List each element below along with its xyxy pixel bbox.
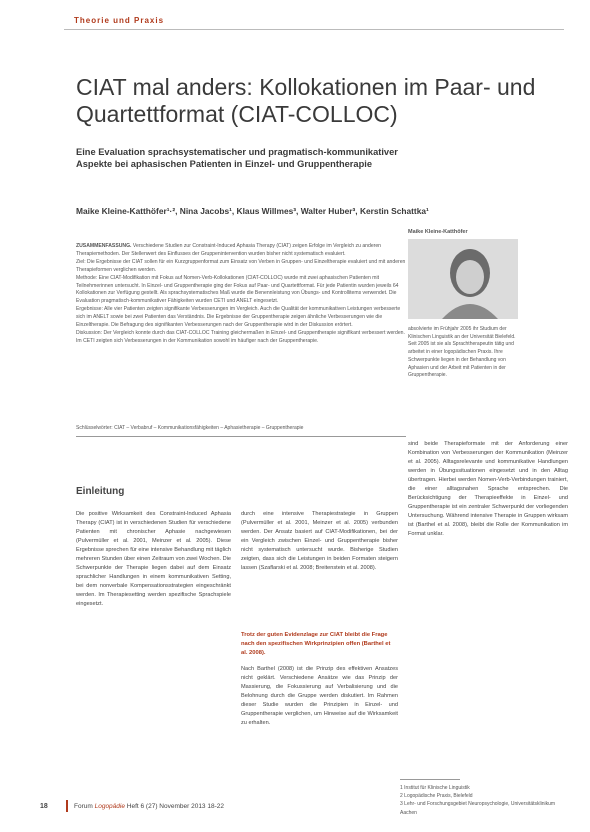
article-title: CIAT mal anders: Kollokationen im Paar- und Quartettformat (CIAT-COLLOC) bbox=[76, 74, 536, 127]
footnote: 3 Lehr- und Forschungsgebiet Neuropsychologie, Universitätsklinikum Aachen bbox=[400, 801, 556, 816]
journal-brand: Logopädie bbox=[94, 803, 125, 810]
subtitle-line: Eine Evaluation sprachsystematischer und pragmatisch-kommunikativer bbox=[76, 147, 398, 157]
header-rule bbox=[64, 29, 564, 30]
body-paragraph: Nach Barthel (2008) ist die Prinzip des effektiven Ansatzes nicht geklärt. Verschiedene Ansätze wie das Prinzip der Massierung, die Fokussierung auf Verbalisierung und die Belohnung durch die Gruppe werden diskutiert. Im Rahmen dieser Studie wurden die Prinzipien in Einzel- und Gruppentherapie verglichen, um Hinweise auf die Wirksamkeit zu erhalten. bbox=[241, 666, 398, 726]
body-paragraph: sind beide Therapieformate mit der Anforderung einer Kombination von Verbesserungen der Kommunikation (Meinzer et al. 2005). Alltagsrelevante und kommunikative Handlungen werden in Übungssituationen eingesetzt und in den Alltag übertragen. Hierbei werden Nomen-Verb-Verbindungen trainiert, die einer alltagsnahen Sprache entsprechen. Die Berücksichtigung der Therapieeffekte in Einzel- und Gruppentherapie ist ein zentraler Schwerpunkt der vorliegenden Untersuchung. Während intensive Therapie in Gruppen wirksam ist (Barthel et al. 2008), bleibt die Rolle der Kommunikation im Format unklar. bbox=[408, 441, 568, 537]
section-heading: Einleitung bbox=[76, 486, 125, 497]
abstract-paragraph: Verschiedene Studien zur Constraint-Induced Aphasia Therapy (CIAT) zeigen Erfolge im Vergleich zu anderen Therapiemethoden. Der Stellenwert des Einflusses der Gruppenintervention wurden bisher nicht systematisch evaluiert. bbox=[76, 243, 382, 257]
author-portrait-image bbox=[408, 239, 518, 319]
body-paragraph: durch eine intensive Therapiestrategie in Gruppen (Pulvermüller et al. 2001, Meinzer et al. 2005) verbunden werden. Der Ansatz basiert auf CIAT-Modifikationen, bei der ein Vergleich zwischen Einzel- und Gruppentherapie bisher nicht systematisch untersucht wurde. Bisherige Studien zeigten, dass sich die Leistungen in beiden Formaten steigern lassen (Szaflarski et al. 2008; Breitenstein et al. 2008). bbox=[241, 511, 398, 571]
abstract-paragraph: Ergebnisse: Alle vier Patienten zeigten signifikante Verbesserungen im Vergleich. Auch die Qualität der kommunikativen Leistungen verbesserte sich im ANELT sowie bei zwei Patienten das Verständnis. Die Ergebnisse der Gruppentherapie zeigen ähnliche Verbesserungen wie die Einzeltherapie. Die Befragung des signifikanten Verbesserungen nach der Gruppentherapie wird in der Diskussion erörtert. bbox=[76, 306, 401, 329]
page-number: 18 bbox=[40, 803, 48, 810]
keywords: Schlüsselwörter: CIAT – Verbabruf – Kommunikationsfähigkeiten – Aphasietherapie – Gruppentherapie bbox=[76, 425, 304, 431]
author-bio: absolvierte im Frühjahr 2005 ihr Studium der Klinischen Linguistik an der Universität Bielefeld. Seit 2005 ist sie als Sprachtherapeutin tätig und arbeitet in einer logopädischen Praxis. Ihre Schwerpunkte liegen in der Behandlung von Aphasien und der Arbeit mit Patienten in der Gruppentherapie. bbox=[408, 326, 516, 379]
body-column-1 bbox=[76, 510, 231, 609]
abstract bbox=[76, 243, 406, 346]
body-paragraph: Die positive Wirksamkeit des Constraint-Induced Aphasia Therapy (CIAT) ist in verschiedenen Studien für verschiedene Patienten mit chronischer Aphasie nachgewiesen (Pulvermüller et al. 2001, Meinzer et al. 2005). Diese Ergebnisse sprechen für eine intensive Behandlung mit täglich mehreren Stunden über einen Zeitraum von zwei Wochen. Die Schwerpunkte der Therapie liegen dabei auf dem Einsatz sprachlicher Handlungen in einem kommunikativen Setting, bei dem nonverbale Kompensationsstrategien eingeschränkt werden. Im Therapiesetting werden spezifische Sprachspiele eingesetzt. bbox=[76, 511, 231, 607]
section-label: Theorie und Praxis bbox=[74, 16, 165, 25]
abstract-paragraph: Methode: Eine CIAT-Modifikation mit Fokus auf Nomen-Verb-Kollokationen (CIAT-COLLOC) wurde mit zwei aphasischen Patienten mit Teilnehmerinnen untersucht. In Einzel- und Gruppentherapie ging der Fokus auf Paar- und Quartettformat. Für jede Patientin wurden jeweils 64 Kollokationen zur Verfügung gestellt. Als sprachsystematisches Maß wurde die Benennleistung von Übungs- und Kontrollitems verwendet. Die Evaluation pragmatisch-kommunikativer Fähigkeiten wurden CETI und ANELT eingesetzt. bbox=[76, 274, 399, 305]
footnote: 2 Logopädische Praxis, Bielefeld bbox=[400, 793, 473, 800]
footnotes bbox=[400, 784, 570, 817]
abstract-label: ZUSAMMENFASSUNG. bbox=[76, 243, 132, 249]
footnote-rule bbox=[400, 779, 460, 780]
abstract-paragraph: Diskussion: Der Vergleich konnte durch das CIAT-COLLOC Training gleichermaßen in Einzel- und Gruppentherapie signifikant verbessert werden. Im CETI zeigten sich Verbesserungen in der Kommunikation sowohl im häufiger nach der Gruppentherapie. bbox=[76, 329, 405, 344]
footnote: 1 Institut für Klinische Linguistik bbox=[400, 785, 470, 791]
article-subtitle bbox=[76, 146, 546, 170]
pull-quote: Trotz der guten Evidenzlage zur CIAT bleibt die Frage nach den spezifischen Wirkprinzipien offen (Barthel et al. 2008). bbox=[241, 632, 391, 656]
author-list: Maike Kleine-Katthöfer¹·², Nina Jacobs¹, Klaus Willmes³, Walter Huber³, Kerstin Schattka¹ bbox=[76, 206, 429, 216]
abstract-paragraph: Ziel: Die Ergebnisse der CIAT sollen für ein Kurzgruppenformat zum Einsatz von Verben in Gruppen- und Einzeltherapie evaluiert und mit anderen Therapieformen verglichen werden. bbox=[76, 258, 406, 273]
body-column-3 bbox=[408, 440, 568, 539]
journal-name: Forum bbox=[74, 803, 93, 810]
body-column-2 bbox=[241, 510, 398, 573]
author-photo-caption: Maike Kleine-Katthöfer bbox=[408, 229, 468, 235]
author-photo bbox=[408, 239, 518, 319]
body-column-2b bbox=[241, 665, 398, 728]
subtitle-line: Aspekte bei aphasischen Patienten in Einzel- und Gruppentherapie bbox=[76, 159, 373, 169]
footer-accent-bar bbox=[66, 800, 68, 812]
keyword-rule bbox=[76, 436, 406, 437]
journal-footer bbox=[74, 803, 224, 810]
journal-issue: Heft 6 (27) November 2013 18-22 bbox=[126, 803, 224, 810]
